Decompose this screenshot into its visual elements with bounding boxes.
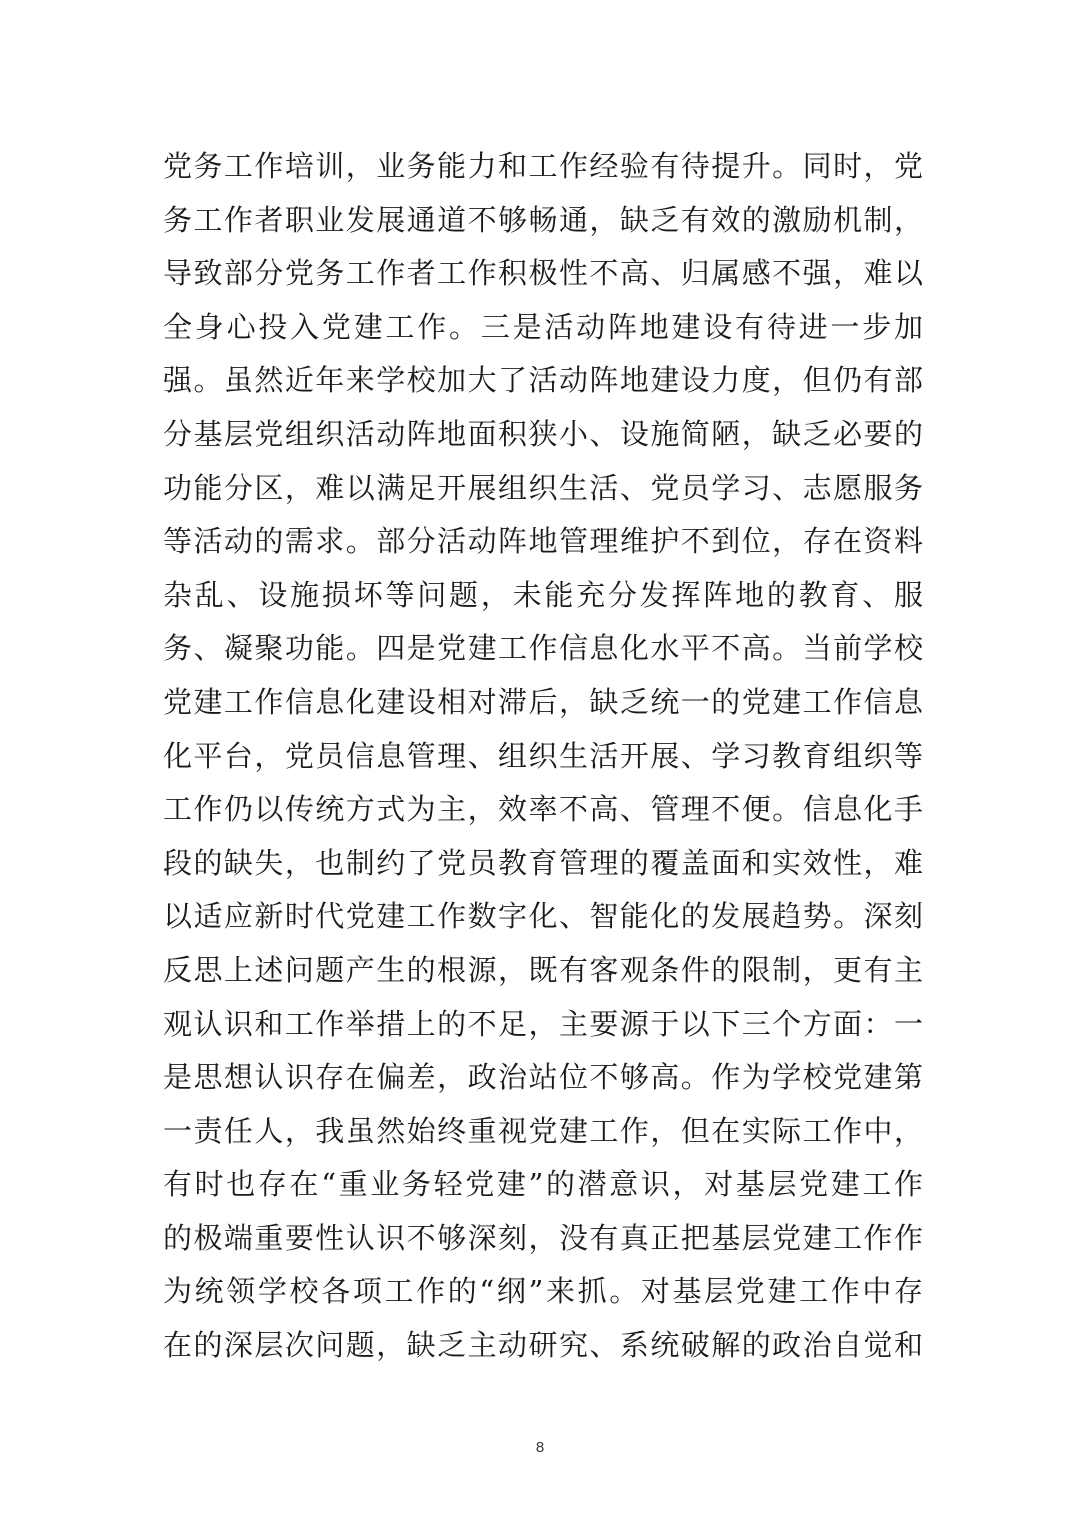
text-line: 等活动的需求。部分活动阵地管理维护不到位，存在资料 [163, 524, 923, 559]
text-line: 在的深层次问题，缺乏主动研究、系统破解的政治自觉和 [163, 1328, 923, 1363]
text-line: 的极端重要性认识不够深刻，没有真正把基层党建工作作 [163, 1220, 923, 1255]
text-line: 全身心投入党建工作。三是活动阵地建设有待进一步加 [163, 309, 923, 344]
text-line: 导致部分党务工作者工作积极性不高、归属感不强，难以 [163, 256, 923, 291]
text-line: 功能分区，难以满足开展组织生活、党员学习、志愿服务 [163, 470, 923, 505]
text-line: 杂乱、设施损坏等问题，未能充分发挥阵地的教育、服 [163, 577, 923, 612]
text-line: 工作仍以传统方式为主，效率不高、管理不便。信息化手 [163, 792, 923, 827]
text-line: 分基层党组织活动阵地面积狭小、设施简陋，缺乏必要的 [163, 416, 923, 451]
body-text [163, 140, 923, 1373]
page-number: 8 [535, 1439, 545, 1456]
text-line: 党务工作培训，业务能力和工作经验有待提升。同时，党 [163, 149, 923, 183]
text-line: 强。虽然近年来学校加大了活动阵地建设力度，但仍有部 [163, 363, 923, 398]
text-line: 是思想认识存在偏差，政治站位不够高。作为学校党建第 [163, 1060, 923, 1095]
text-line: 化平台，党员信息管理、组织生活开展、学习教育组织等 [163, 738, 923, 773]
text-line: 以适应新时代党建工作数字化、智能化的发展趋势。深刻 [163, 899, 923, 934]
text-line: 观认识和工作举措上的不足，主要源于以下三个方面：一 [163, 1006, 923, 1041]
text-line: 反思上述问题产生的根源，既有客观条件的限制，更有主 [163, 952, 923, 987]
text-line: 段的缺失，也制约了党员教育管理的覆盖面和实效性，难 [163, 845, 923, 880]
text-line: 务工作者职业发展通道不够畅通，缺乏有效的激励机制， [163, 202, 923, 237]
text-line: 一责任人，我虽然始终重视党建工作，但在实际工作中， [163, 1113, 923, 1148]
text-line: 为统领学校各项工作的“纲”来抓。对基层党建工作中存 [163, 1274, 923, 1309]
text-line: 党建工作信息化建设相对滞后，缺乏统一的党建工作信息 [163, 684, 923, 719]
text-line: 务、凝聚功能。四是党建工作信息化水平不高。当前学校 [163, 631, 923, 666]
text-line: 有时也存在“重业务轻党建”的潜意识，对基层党建工作 [163, 1167, 923, 1202]
